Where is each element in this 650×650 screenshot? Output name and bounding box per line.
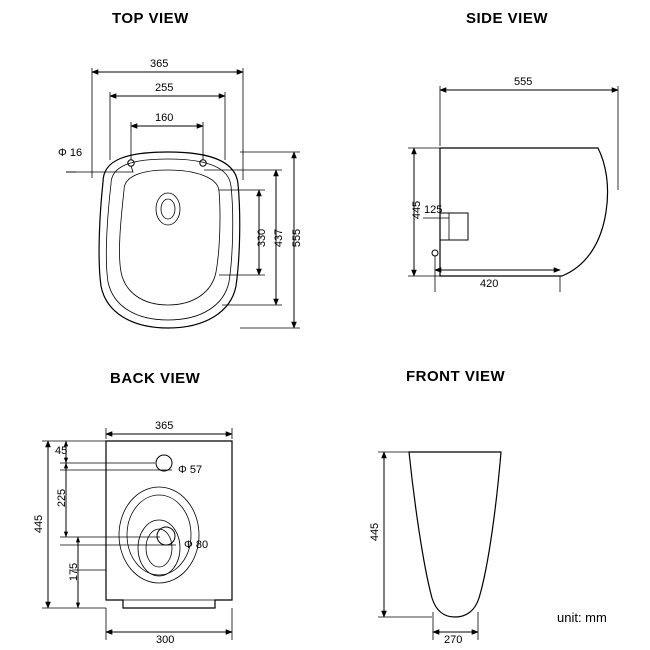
- dim-back-flush-inlet-diameter: Φ 57: [178, 464, 203, 476]
- dim-top-inner-length: 330: [256, 228, 269, 248]
- dim-back-top-offset: 45: [55, 445, 68, 457]
- front-view-object: [409, 452, 501, 617]
- dim-top-hole-diameter: Φ 16: [58, 147, 83, 159]
- side-view-object: [432, 148, 608, 276]
- dim-top-overall-width: 365: [150, 58, 169, 70]
- back-view-dimension-lines: [42, 428, 232, 640]
- view-title-back: BACK VIEW: [110, 370, 201, 387]
- back-view-object: [106, 441, 232, 608]
- top-view-dimension-lines: [66, 68, 300, 328]
- dim-side-overall-length: 555: [514, 76, 533, 88]
- dim-side-outlet-height: 125: [424, 204, 443, 216]
- view-title-front: FRONT VIEW: [406, 368, 506, 385]
- view-title-side: SIDE VIEW: [466, 10, 549, 27]
- dim-back-bottom-height: 175: [68, 562, 81, 582]
- unit-note: unit: mm: [557, 610, 607, 625]
- dim-top-bowl-length: 437: [273, 228, 286, 248]
- dim-side-overall-height: 445: [411, 200, 424, 220]
- dim-back-base-width: 300: [156, 634, 175, 646]
- dim-top-bolt-span-outer: 255: [155, 82, 174, 94]
- dim-back-overall-width: 365: [155, 420, 174, 432]
- dim-back-overall-height: 445: [33, 514, 46, 534]
- side-view-dimension-lines: [408, 86, 618, 292]
- dim-front-overall-height: 445: [369, 522, 382, 542]
- dim-back-mid-height: 225: [56, 488, 69, 508]
- front-view-dimension-lines: [378, 452, 478, 640]
- dim-top-bolt-span-inner: 160: [155, 112, 174, 124]
- top-view-object: [99, 152, 240, 328]
- dim-front-base-width: 270: [444, 634, 463, 646]
- dim-back-outlet-diameter: Φ 80: [184, 539, 209, 551]
- view-title-top: TOP VIEW: [112, 10, 189, 27]
- dim-side-bracket-depth: 420: [480, 278, 499, 290]
- dim-top-overall-length: 555: [291, 228, 304, 248]
